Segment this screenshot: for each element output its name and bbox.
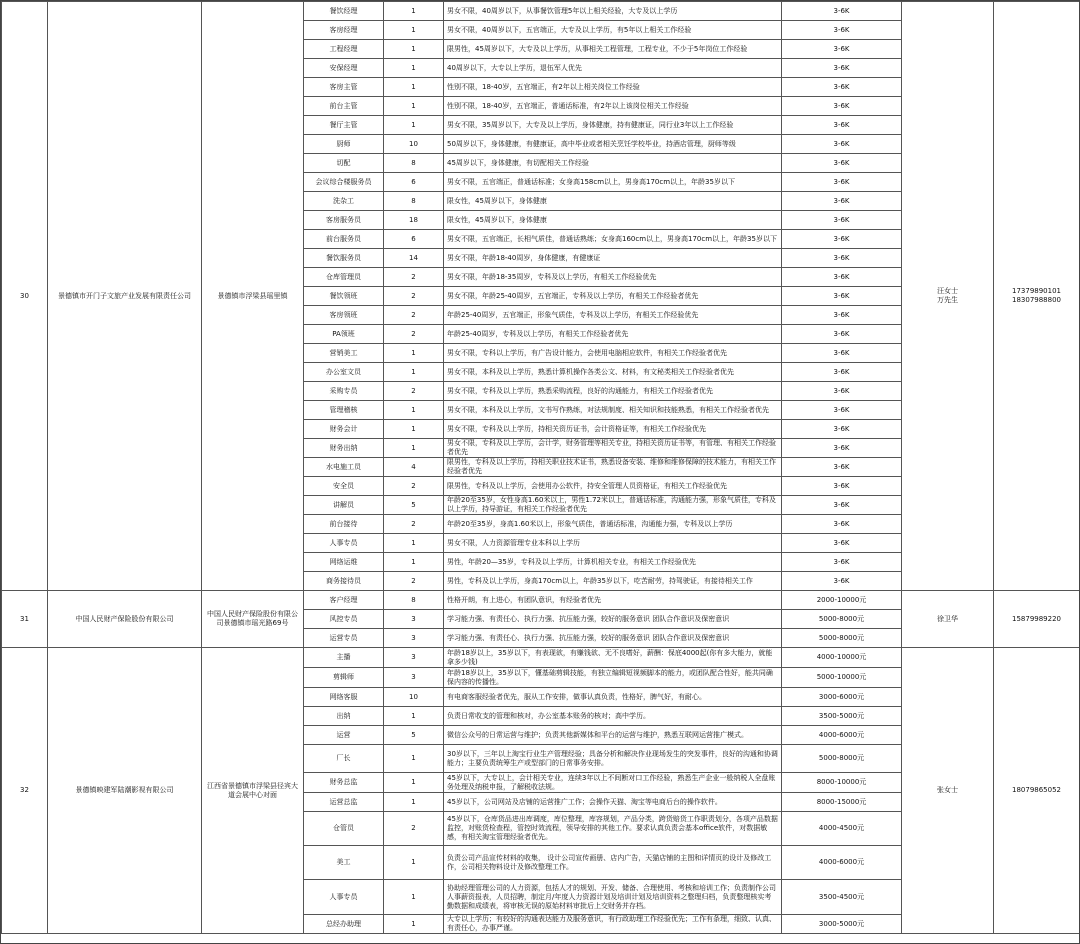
job-requirements: 男女不限，年龄18-35周岁，专科及以上学历，有相关工作经验优先 (444, 268, 782, 287)
position-name: 仓库管理员 (304, 268, 384, 287)
headcount: 1 (384, 439, 444, 458)
position-name: 前台接待 (304, 515, 384, 534)
position-name: 运营 (304, 726, 384, 745)
salary-range: 4000-4500元 (782, 812, 902, 846)
job-requirements: 男女不限，五官端正，普通话标准；女身高158cm以上，男身高170cm以上，年龄35岁以下 (444, 173, 782, 192)
job-requirements: 30岁以下，三年以上淘宝行业生产管理经验；具备分析和解决作业现场发生的突发事件，良好的沟通和协调能力；主要负责统筹生产或型部门的日常事务安排。 (444, 745, 782, 773)
job-requirements: 年龄20至35岁，女性身高1.60米以上，男性1.72米以上，普通话标准，沟通能力强，形象气质佳，专科及以上学历，持导游证，有相关工作经验者优先 (444, 496, 782, 515)
salary-range: 3-6K (782, 268, 902, 287)
cell-line: 18307988800 (1012, 296, 1061, 304)
job-requirements: 年龄25-40周岁，专科及以上学历，有相关工作经验者优先 (444, 325, 782, 344)
headcount: 3 (384, 668, 444, 688)
job-requirements: 男女不限，五官端正，长相气质佳，普通话熟练；女身高160cm以上，男身高170cm以上，年龄35岁以下 (444, 230, 782, 249)
salary-range: 3-6K (782, 496, 902, 515)
position-name: 风控专员 (304, 610, 384, 629)
headcount: 14 (384, 249, 444, 268)
salary-range: 3-6K (782, 344, 902, 363)
headcount: 1 (384, 59, 444, 78)
job-requirements: 限男性，专科及以上学历，会使用办公软件，持安全管理人员资格证，有相关工作经验优先 (444, 477, 782, 496)
position-name: 美工 (304, 846, 384, 880)
cell-line: 汪女士 (937, 287, 958, 295)
position-name: 安全员 (304, 477, 384, 496)
job-requirements: 限男性，45周岁以下，大专及以上学历，从事相关工程管理，工程专业，不少于5年岗位工作经验 (444, 40, 782, 59)
cell-line: 15879989220 (1012, 614, 1061, 623)
position-name: 办公室文员 (304, 363, 384, 382)
job-requirements: 男女不限，人力资源管理专业本科以上学历 (444, 534, 782, 553)
section-number: 32 (2, 648, 48, 934)
job-requirements: 45岁以下，公司网站及店铺的运营推广工作；会操作天猫、淘宝等电商后台的操作软件。 (444, 793, 782, 812)
job-requirements: 50周岁以下，身体健康，有健康证，高中毕业或者相关烹饪学校毕业，持酒店管理，厨师等级 (444, 135, 782, 154)
headcount: 2 (384, 812, 444, 846)
job-requirements: 男女不限，专科及以上学历，持相关资历证书，会计资格证等，有相关工作经验优先 (444, 420, 782, 439)
position-name: 网络客服 (304, 688, 384, 707)
job-requirements: 45周岁以下，身体健康，有切配相关工作经验 (444, 154, 782, 173)
job-requirements: 负责日常收支的管理和核对，办公室基本账务的核对；高中学历。 (444, 707, 782, 726)
headcount: 1 (384, 915, 444, 934)
salary-range: 3-6K (782, 401, 902, 420)
salary-range: 3-6K (782, 249, 902, 268)
cell-line: 万先生 (937, 296, 958, 304)
position-name: 人事专员 (304, 880, 384, 915)
salary-range: 5000-8000元 (782, 745, 902, 773)
contact-phone (994, 591, 1080, 648)
headcount: 6 (384, 230, 444, 249)
headcount: 8 (384, 154, 444, 173)
position-name: 采购专员 (304, 382, 384, 401)
position-name: 切配 (304, 154, 384, 173)
job-requirements: 学习能力强、有责任心、执行力强、抗压能力强，较好的服务意识 团队合作意识及保密意识 (444, 629, 782, 648)
position-name: 人事专员 (304, 534, 384, 553)
company-address: 江西省景德镇市浮梁县径宾大道会展中心对面 (202, 648, 304, 934)
job-requirements: 有电商客服经验者优先，服从工作安排，做事认真负责，性格好，脾气好，有耐心。 (444, 688, 782, 707)
headcount: 5 (384, 496, 444, 515)
headcount: 1 (384, 78, 444, 97)
position-name: 前台主管 (304, 97, 384, 116)
company-name: 景德镇市开门子文旅产业发展有限责任公司 (48, 2, 202, 591)
salary-range: 8000-15000元 (782, 793, 902, 812)
table-row (2, 648, 1080, 668)
headcount: 1 (384, 707, 444, 726)
salary-range: 3-6K (782, 325, 902, 344)
position-name: 营销美工 (304, 344, 384, 363)
job-requirements: 男女不限，本科及以上学历，熟悉计算机操作各类公文、材料，有文秘类相关工作经验者优先 (444, 363, 782, 382)
headcount: 1 (384, 21, 444, 40)
job-requirements: 男女不限，年龄18-40周岁，身体健康，有健康证 (444, 249, 782, 268)
salary-range: 3-6K (782, 116, 902, 135)
position-name: 餐饮经理 (304, 2, 384, 21)
headcount: 1 (384, 420, 444, 439)
salary-range: 3-6K (782, 211, 902, 230)
position-name: 客房经理 (304, 21, 384, 40)
headcount: 2 (384, 306, 444, 325)
table-row (2, 2, 1080, 21)
salary-range: 3-6K (782, 420, 902, 439)
position-name: PA领班 (304, 325, 384, 344)
headcount: 3 (384, 648, 444, 668)
position-name: 餐厅主管 (304, 116, 384, 135)
salary-range: 3-6K (782, 382, 902, 401)
headcount: 2 (384, 515, 444, 534)
headcount: 6 (384, 173, 444, 192)
salary-range: 3-6K (782, 439, 902, 458)
position-name: 主播 (304, 648, 384, 668)
job-requirements: 男女不限，专科以上学历，有广告设计能力，会使用电脑相应软件，有相关工作经验者优先 (444, 344, 782, 363)
job-requirements: 男女不限，40周岁以下，从事餐饮管理5年以上相关经验，大专及以上学历 (444, 2, 782, 21)
job-requirements: 年龄25-40周岁，五官端正，形象气质佳，专科及以上学历，有相关工作经验优先 (444, 306, 782, 325)
job-requirements: 负责公司产品宣传材料的收集， 设计公司宣传画册、店内广告，天猫店铺的主图和详情页的设计及修改工作，公司相关物料设计及修改整理工作。 (444, 846, 782, 880)
salary-range: 4000-6000元 (782, 846, 902, 880)
headcount: 10 (384, 688, 444, 707)
salary-range: 3-6K (782, 78, 902, 97)
headcount: 1 (384, 116, 444, 135)
headcount: 3 (384, 629, 444, 648)
salary-range: 3000-5000元 (782, 915, 902, 934)
salary-range: 5000-8000元 (782, 629, 902, 648)
headcount: 1 (384, 773, 444, 793)
headcount: 2 (384, 572, 444, 591)
company-address: 景德镇市浮梁县瑶里镇 (202, 2, 304, 591)
position-name: 仓管员 (304, 812, 384, 846)
job-requirements: 限女性，45周岁以下，身体健康 (444, 211, 782, 230)
job-requirements: 男女不限，年龄25-40周岁，五官端正，专科及以上学历，有相关工作经验者优先 (444, 287, 782, 306)
job-requirements: 性别不限，18-40岁，五官端正，有2年以上相关岗位工作经验 (444, 78, 782, 97)
headcount: 2 (384, 477, 444, 496)
table-row (2, 591, 1080, 610)
job-requirements: 性别不限，18-40岁，五官端正，普通话标准，有2年以上该岗位相关工作经验 (444, 97, 782, 116)
salary-range: 3500-4500元 (782, 880, 902, 915)
position-name: 客房领班 (304, 306, 384, 325)
contact-phone (994, 2, 1080, 591)
headcount: 2 (384, 287, 444, 306)
position-name: 水电施工员 (304, 458, 384, 477)
salary-range: 3-6K (782, 572, 902, 591)
position-name: 厂长 (304, 745, 384, 773)
job-requirements: 年龄18岁以上，35岁以下，有表现欲，有赚钱欲、无不良嗜好，薪酬：保底4000起(你有多大能力，就能拿多少钱) (444, 648, 782, 668)
position-name: 客户经理 (304, 591, 384, 610)
salary-range: 3-6K (782, 59, 902, 78)
position-name: 财务出纳 (304, 439, 384, 458)
salary-range: 3-6K (782, 458, 902, 477)
position-name: 剪辑师 (304, 668, 384, 688)
salary-range: 3-6K (782, 2, 902, 21)
headcount: 2 (384, 325, 444, 344)
headcount: 1 (384, 344, 444, 363)
salary-range: 3-6K (782, 363, 902, 382)
salary-range: 3-6K (782, 306, 902, 325)
job-requirements: 限女性，45周岁以下，身体健康 (444, 192, 782, 211)
job-requirements: 男性，年龄20—35岁，专科及以上学历，计算机相关专业，有相关工作经验优先 (444, 553, 782, 572)
headcount: 1 (384, 846, 444, 880)
salary-range: 3-6K (782, 287, 902, 306)
job-requirements: 性格开朗，有上进心，有团队意识，有经验者优先 (444, 591, 782, 610)
job-requirements: 学习能力强、有责任心、执行力强、抗压能力强，较好的服务意识 团队合作意识及保密意识 (444, 610, 782, 629)
job-requirements: 男女不限，专科及以上学历，会计学，财务管理等相关专业，持相关资历证书等，有管理、有相关工作经验者优先 (444, 439, 782, 458)
position-name: 厨师 (304, 135, 384, 154)
recruitment-table (1, 1, 1080, 934)
position-name: 会议综合楼服务员 (304, 173, 384, 192)
salary-range: 5000-10000元 (782, 668, 902, 688)
cell-line: 张女士 (937, 786, 958, 794)
position-name: 讲解员 (304, 496, 384, 515)
headcount: 2 (384, 268, 444, 287)
section-number: 30 (2, 2, 48, 591)
salary-range: 3-6K (782, 515, 902, 534)
position-name: 财务总监 (304, 773, 384, 793)
contact-person (902, 648, 994, 934)
headcount: 1 (384, 745, 444, 773)
contact-phone (994, 648, 1080, 934)
position-name: 运营专员 (304, 629, 384, 648)
headcount: 4 (384, 458, 444, 477)
cell-line: 17379890101 (1012, 287, 1061, 295)
job-requirements: 年龄20至35岁，身高1.60米以上，形象气质佳，普通话标准，沟通能力强，专科及以上学历 (444, 515, 782, 534)
job-requirements: 40周岁以下，大专以上学历，退伍军人优先 (444, 59, 782, 78)
salary-range: 4000-6000元 (782, 726, 902, 745)
position-name: 前台服务员 (304, 230, 384, 249)
salary-range: 4000-10000元 (782, 648, 902, 668)
headcount: 1 (384, 363, 444, 382)
salary-range: 3-6K (782, 97, 902, 116)
contact-person (902, 591, 994, 648)
job-requirements: 男女不限，专科及以上学历，熟悉采购流程，良好的沟通能力，有相关工作经验者优先 (444, 382, 782, 401)
position-name: 安保经理 (304, 59, 384, 78)
headcount: 1 (384, 880, 444, 915)
salary-range: 3-6K (782, 21, 902, 40)
company-name: 中国人民财产保险股份有限公司 (48, 591, 202, 648)
company-name: 景德镇映建军陆潮影视有限公司 (48, 648, 202, 934)
job-requirements: 年龄18岁以上，35岁以下，懂基础剪辑技能，有独立编辑短视频脚本的能力，或团队配合性好，能共同确保内容的传播性。 (444, 668, 782, 688)
position-name: 客房主管 (304, 78, 384, 97)
salary-range: 3-6K (782, 173, 902, 192)
position-name: 餐饮领班 (304, 287, 384, 306)
salary-range: 3500-5000元 (782, 707, 902, 726)
headcount: 1 (384, 401, 444, 420)
salary-range: 3-6K (782, 192, 902, 211)
position-name: 网络运维 (304, 553, 384, 572)
salary-range: 3-6K (782, 40, 902, 59)
salary-range: 3-6K (782, 553, 902, 572)
headcount: 1 (384, 2, 444, 21)
job-requirements: 协助经理管理公司的人力资源，包括人才的规划、开发、储备、合理使用、考核和培训工作；负责制作公司人事薪资报表，人员招聘，制定月/年度人力资源计划及培训计划及培训资料之整理归档，负责整理核实考勤数据和成绩表，将审核无误的原始材料审批后上交财务并存档。 (444, 880, 782, 915)
position-name: 总经办助理 (304, 915, 384, 934)
headcount: 10 (384, 135, 444, 154)
contact-person (902, 2, 994, 591)
job-requirements: 微信公众号的日常运营与维护；负责其他新媒体和平台的运营与维护，熟悉互联网运营推广模式。 (444, 726, 782, 745)
position-name: 运营总监 (304, 793, 384, 812)
headcount: 3 (384, 610, 444, 629)
position-name: 客房服务员 (304, 211, 384, 230)
position-name: 洗杂工 (304, 192, 384, 211)
cell-line: 18079865052 (1012, 786, 1061, 794)
job-requirements: 男女不限，本科及以上学历，文书写作熟练，对法规制度、相关知识和技能熟悉，有相关工作经验者优先 (444, 401, 782, 420)
section-number: 31 (2, 591, 48, 648)
headcount: 8 (384, 192, 444, 211)
position-name: 商务接待员 (304, 572, 384, 591)
company-address: 中国人民财产保险股份有限公司景德镇市瑶光路69号 (202, 591, 304, 648)
headcount: 18 (384, 211, 444, 230)
headcount: 1 (384, 534, 444, 553)
salary-range: 3000-6000元 (782, 688, 902, 707)
salary-range: 3-6K (782, 477, 902, 496)
job-requirements: 男性，专科及以上学历，身高170cm以上，年龄35岁以下，吃苦耐劳，持驾驶证，有接待相关工作 (444, 572, 782, 591)
table-body (2, 2, 1080, 934)
headcount: 1 (384, 40, 444, 59)
position-name: 财务会计 (304, 420, 384, 439)
headcount: 8 (384, 591, 444, 610)
salary-range: 3-6K (782, 534, 902, 553)
job-requirements: 男女不限，40周岁以下，五官端正，大专及以上学历，有5年以上相关工作经验 (444, 21, 782, 40)
job-requirements: 男女不限，35周岁以下，大专及以上学历，身体健康，持有健康证，同行业3年以上工作经验 (444, 116, 782, 135)
position-name: 餐饮服务员 (304, 249, 384, 268)
headcount: 2 (384, 382, 444, 401)
headcount: 5 (384, 726, 444, 745)
position-name: 工程经理 (304, 40, 384, 59)
headcount: 1 (384, 97, 444, 116)
job-requirements: 大专以上学历；有较好的沟通表达能力及服务意识，有行政助理工作经验优先；工作有条理，细致、认真、有责任心，办事严谨。 (444, 915, 782, 934)
salary-range: 3-6K (782, 154, 902, 173)
headcount: 1 (384, 793, 444, 812)
job-requirements: 45岁以下，仓库货品进出库调度，库位整理，库容规划，产品分类，跨货赔货工作职责划分，各项产品数据监控，对账货检查程，管控时效流程，领导安排的其他工作。要求认真负责会基本office软件，对数据敏感，有相关淘宝管理经验者优先。 (444, 812, 782, 846)
salary-range: 3-6K (782, 135, 902, 154)
job-requirements: 45岁以下，大专以上，会计相关专业，连续3年以上不间断对口工作经验，熟悉生产企业一般纳税人全盘账务处理及纳税申报，了解税收法规。 (444, 773, 782, 793)
salary-range: 2000-10000元 (782, 591, 902, 610)
salary-range: 5000-8000元 (782, 610, 902, 629)
job-requirements: 限男性，专科及以上学历，持相关职业技术证书，熟悉设备安装、维修和维修保障的技术能力，有相关工作经验者优先 (444, 458, 782, 477)
position-name: 管理稽核 (304, 401, 384, 420)
salary-range: 8000-10000元 (782, 773, 902, 793)
position-name: 出纳 (304, 707, 384, 726)
salary-range: 3-6K (782, 230, 902, 249)
cell-line: 徐卫华 (937, 614, 958, 623)
headcount: 1 (384, 553, 444, 572)
